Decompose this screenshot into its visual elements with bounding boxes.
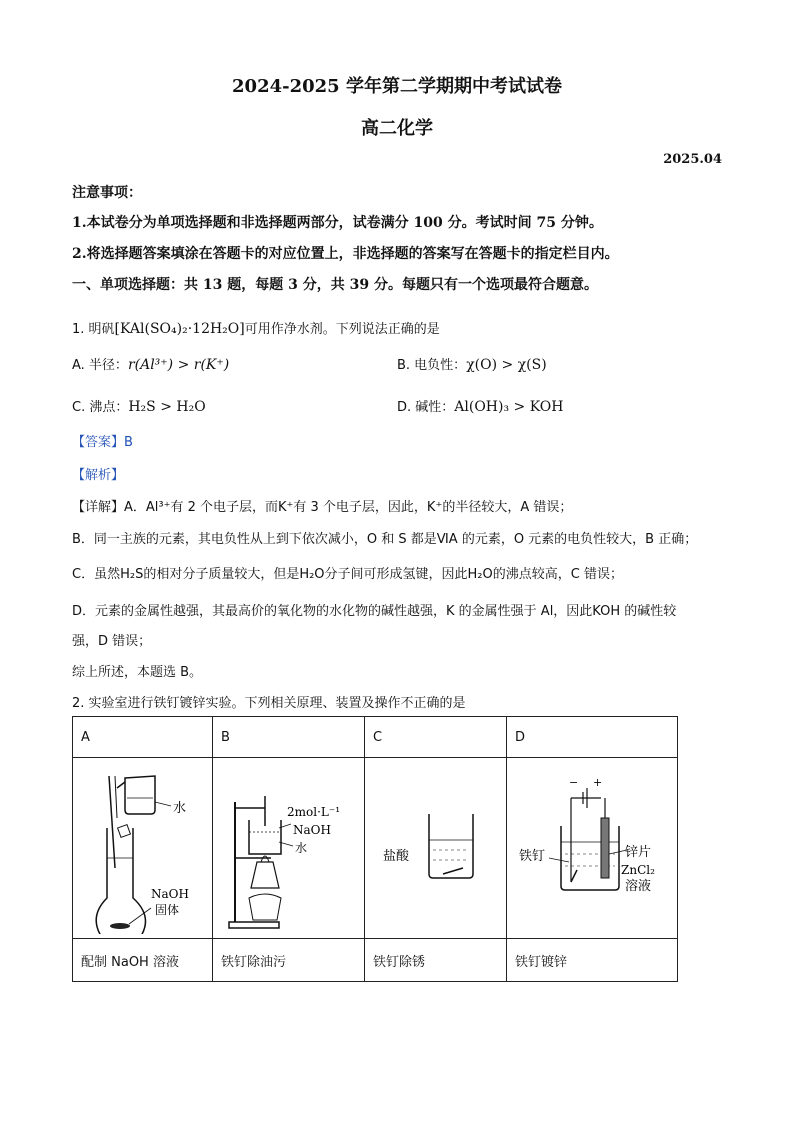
q1-option-b-formula: χ(O) > χ(S): [466, 357, 547, 373]
q2-figure-d-cell: [507, 758, 678, 939]
zncl2-label: ZnCl₂: [621, 863, 655, 877]
q2-figure-row: [73, 758, 678, 939]
q1-option-c-label: C. 沸点：: [72, 400, 129, 415]
exam-title: 2024-2025 学年第二学期期中考试试卷: [232, 76, 562, 97]
notice-item-1: 1.本试卷分为单项选择题和非选择题两部分，试卷满分 100 分。考试时间 75 分钟。: [72, 215, 603, 231]
q2-caption-row: [73, 939, 678, 982]
water-bath-label: 水: [295, 841, 308, 855]
q1-option-d: [397, 396, 564, 415]
q2-caption-c: 铁钉除锈: [365, 939, 507, 982]
q2-figure-b-cell: [213, 758, 365, 939]
heating-setup-figure: [221, 758, 356, 934]
q1-formula: [KAl(SO₄)₂·12H₂O]: [114, 321, 245, 337]
q2-header-row: [73, 717, 678, 758]
volumetric-flask-figure: [81, 758, 204, 934]
q1-option-b-label: B. 电负性：: [397, 358, 467, 373]
q1-option-d-formula: Al(OH)₃ > KOH: [454, 399, 564, 415]
q1-option-d-label: D. 碱性：: [397, 400, 455, 415]
q1-detail-d-line1: D．元素的金属性越强，其最高价的氧化物的水化物的碱性越强，K 的金属性强于 Al，因此KOH 的碱性较: [72, 604, 677, 619]
q2-caption-a: 配制 NaOH 溶液: [73, 939, 213, 982]
q1-option-c-formula: H₂S > H₂O: [128, 399, 206, 415]
q2-header-a: A: [73, 717, 213, 758]
question-2-stem: 2. 实验室进行铁钉镀锌实验。下列相关原理、装置及操作不正确的是: [72, 696, 466, 711]
q1-option-c: [72, 396, 206, 415]
exam-date: 2025.04: [663, 152, 722, 167]
q1-detail-c: C．虽然H₂S的相对分子质量较大，但是H₂O分子间可形成氢键，因此H₂O的沸点较高，C 错误；: [72, 567, 623, 582]
concentration-label: 2mol·L⁻¹: [287, 805, 341, 819]
acid-beaker-figure: [373, 758, 498, 934]
subject-title: 高二化学: [361, 118, 433, 139]
q1-option-a-label: A. 半径：: [72, 358, 128, 373]
q1-option-a-formula: r(Al³⁺) > r(K⁺): [127, 357, 230, 373]
zinc-label: 锌片: [625, 845, 652, 860]
question-1-stem: [72, 318, 440, 337]
section-heading: 一、单项选择题：共 13 题，每题 3 分，共 39 分。每题只有一个选项最符合题意。: [72, 277, 598, 293]
q2-header-b: B: [213, 717, 365, 758]
q2-caption-d: 铁钉镀锌: [507, 939, 678, 982]
q2-options-table: [72, 716, 678, 982]
acid-label: 盐酸: [383, 849, 410, 864]
q1-prefix: 1. 明矾: [72, 322, 115, 337]
q2-figure-c-cell: [365, 758, 507, 939]
naoh-label: NaOH: [151, 887, 189, 901]
notice-heading: 注意事项：: [72, 185, 142, 201]
q1-option-b: [397, 354, 547, 373]
q2-figure-a-cell: [73, 758, 213, 939]
minus-sign: −: [569, 776, 579, 789]
q2-caption-b: 铁钉除油污: [213, 939, 365, 982]
naoh-solution-label: NaOH: [293, 823, 331, 837]
q1-detail-a: 【详解】A．Al³⁺有 2 个电子层，而K⁺有 3 个电子层，因此，K⁺的半径较大，A 错误；: [72, 500, 573, 515]
q1-summary: 综上所述，本题选 B。: [72, 665, 203, 680]
plus-sign: +: [593, 776, 603, 789]
q1-option-a: [72, 354, 229, 373]
electroplating-figure: [515, 758, 669, 934]
nail-label: 铁钉: [519, 849, 546, 864]
q2-header-d: D: [507, 717, 678, 758]
solution-label: 溶液: [625, 879, 652, 894]
q1-detail-b: B．同一主族的元素，其电负性从上到下依次减小，O 和 S 都是ⅥA 的元素，O 元素的电负性较大，B 正确；: [72, 532, 698, 547]
water-label: 水: [173, 801, 187, 816]
q1-suffix: 可用作净水剂。下列说法正确的是: [244, 322, 440, 337]
q1-answer: 【答案】B: [72, 435, 133, 450]
q2-header-c: C: [365, 717, 507, 758]
notice-item-2: 2.将选择题答案填涂在答题卡的对应位置上，非选择题的答案写在答题卡的指定栏目内。: [72, 246, 619, 262]
q1-analysis-heading: 【解析】: [72, 468, 125, 483]
q1-detail-d-line2: 强，D 错误；: [72, 634, 152, 649]
solid-label: 固体: [155, 903, 180, 917]
